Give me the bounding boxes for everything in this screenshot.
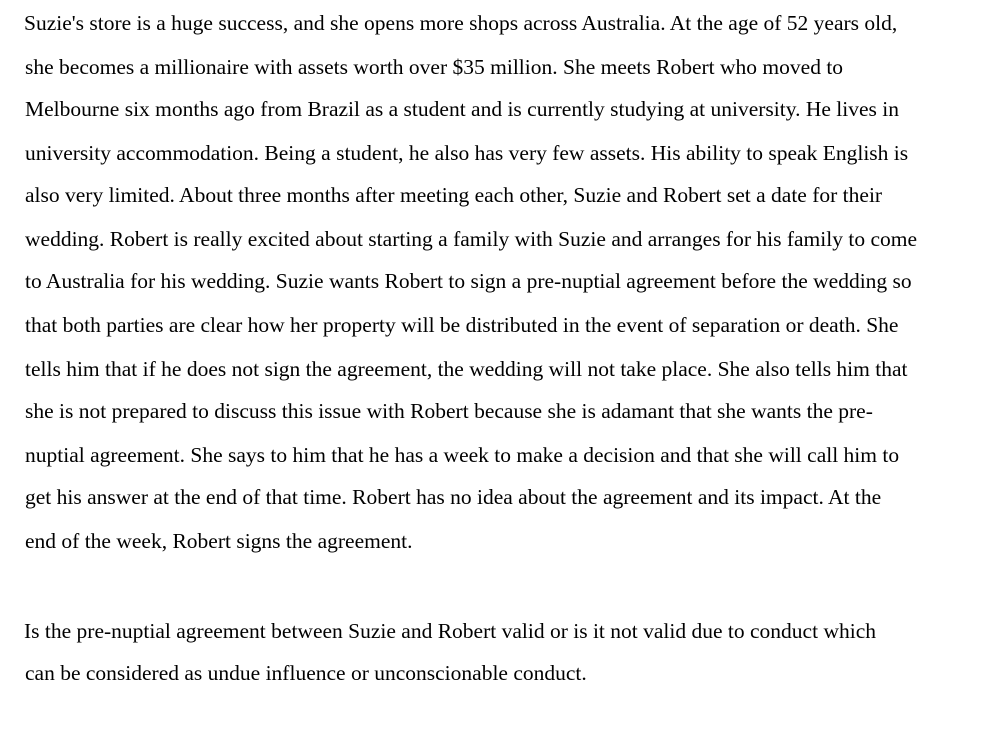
paragraph-line: she is not prepared to discuss this issue with Robert because she is adamant that she wants the pre-	[25, 399, 873, 423]
paragraph-line: Suzie's store is a huge success, and she opens more shops across Australia. At the age of 52 years old,	[24, 11, 898, 35]
paragraph-line: she becomes a millionaire with assets worth over $35 million. She meets Robert who moved to	[25, 55, 844, 79]
paragraph-line: end of the week, Robert signs the agreement.	[25, 529, 413, 553]
paragraph-line: that both parties are clear how her property will be distributed in the event of separation or death. She	[25, 313, 899, 337]
question-line: Is the pre-nuptial agreement between Suzie and Robert valid or is it not valid due to conduct which	[24, 619, 876, 643]
question-line: can be considered as undue influence or unconscionable conduct.	[25, 661, 587, 685]
paragraph-line: Melbourne six months ago from Brazil as a student and is currently studying at university. He lives in	[25, 97, 899, 121]
paragraph-line: university accommodation. Being a student, he also has very few assets. His ability to speak English is	[25, 141, 909, 165]
paragraph-line: get his answer at the end of that time. Robert has no idea about the agreement and its impact. At the	[25, 485, 882, 509]
paragraph-line: tells him that if he does not sign the agreement, the wedding will not take place. She also tells him that	[25, 357, 908, 381]
paragraph-line: wedding. Robert is really excited about starting a family with Suzie and arranges for his family to come	[25, 227, 917, 251]
paragraph-line: nuptial agreement. She says to him that he has a week to make a decision and that she will call him to	[25, 443, 900, 467]
paragraph-line: to Australia for his wedding. Suzie wants Robert to sign a pre-nuptial agreement before the wedding so	[25, 269, 912, 293]
paragraph-line: also very limited. About three months after meeting each other, Suzie and Robert set a date for their	[25, 183, 883, 207]
